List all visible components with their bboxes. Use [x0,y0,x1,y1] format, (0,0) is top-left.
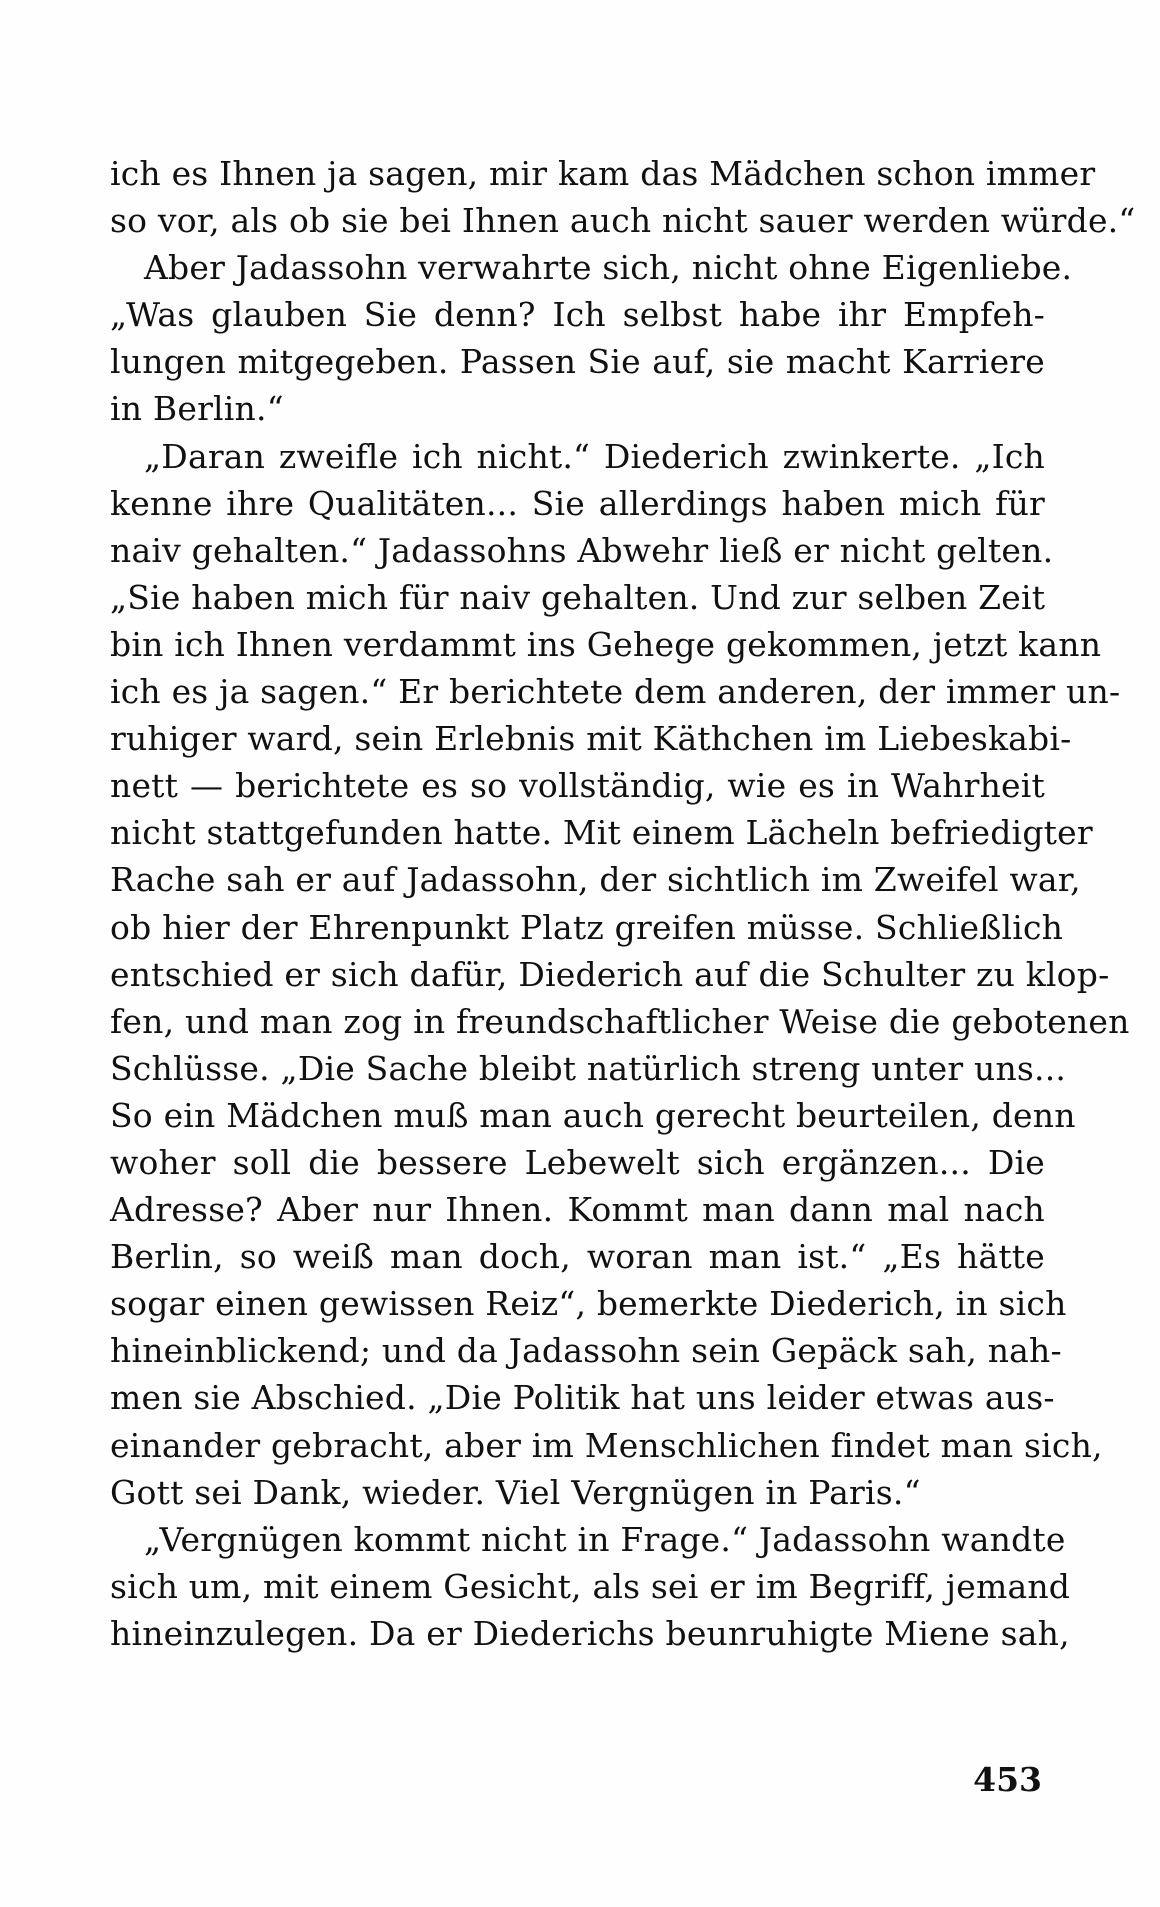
text-line: sich um, mit einem Gesicht, als sei er im Begriff, jemand [110,1566,1071,1606]
text-line: kenne ihre Qualitäten... Sie allerdings haben mich für [110,483,1045,523]
text-line: ich es Ihnen ja sagen, mir kam das Mädchen schon immer [110,154,1096,193]
text-line: men sie Abschied. „Die Politik hat uns leider etwas aus- [110,1378,1055,1418]
text-line: fen, und man zog in freundschaftlicher Weise die gebotenen [110,1001,1130,1041]
text-line: Berlin, so weiß man doch, woran man ist.“ „Es hätte [110,1237,1045,1277]
text-line: „Daran zweifle ich nicht.“ Diederich zwinkerte. „Ich [144,436,1045,476]
text-line: woher soll die bessere Lebewelt sich ergänzen... Die [110,1142,1045,1182]
text-line: So ein Mädchen muß man auch gerecht beurteilen, denn [110,1095,1076,1135]
text-line: Schlüsse. „Die Sache bleibt natürlich streng unter uns... [110,1048,1067,1088]
text-line: Aber Jadassohn verwahrte sich, nicht ohne Eigenliebe. [144,248,1073,288]
text-line: „Was glauben Sie denn? Ich selbst habe ihr Empfeh- [110,295,1045,335]
text-line: „Sie haben mich für naiv gehalten. Und zur selben Zeit [110,577,1046,617]
text-line: nett — berichtete es so vollständig, wie es in Wahrheit [110,766,1045,806]
text-line: Adresse? Aber nur Ihnen. Kommt man dann mal nach [110,1190,1045,1230]
text-line: ob hier der Ehrenpunkt Platz greifen müsse. Schließlich [110,907,1064,947]
text-line: ich es ja sagen.“ Er berichtete dem anderen, der immer un- [110,672,1121,712]
page-number: 453 [973,1760,1042,1799]
text-line: „Vergnügen kommt nicht in Frage.“ Jadassohn wandte [144,1519,1066,1559]
text-line: entschied er sich dafür, Diederich auf die Schulter zu klop- [110,954,1110,994]
text-line: hineinzulegen. Da er Diederichs beunruhigte Miene sah, [110,1613,1070,1653]
text-line: sogar einen gewissen Reiz“, bemerkte Diederich, in sich [110,1284,1067,1324]
text-line: Rache sah er auf Jadassohn, der sichtlich im Zweifel war, [110,860,1081,900]
text-line: bin ich Ihnen verdammt ins Gehege gekommen, jetzt kann [110,624,1102,664]
text-line: naiv gehalten.“ Jadassohns Abwehr ließ er nicht gelten. [110,530,1054,570]
text-line: nicht stattgefunden hatte. Mit einem Lächeln befriedigter [110,813,1093,853]
body-text [110,150,1136,1657]
text-line: einander gebracht, aber im Menschlichen findet man sich, [110,1425,1103,1465]
text-line: so vor, als ob sie bei Ihnen auch nicht sauer werden würde.“ [110,201,1136,241]
text-line: lungen mitgegeben. Passen Sie auf, sie macht Karriere [110,342,1045,382]
text-line: hineinblickend; und da Jadassohn sein Gepäck sah, nah- [110,1331,1062,1371]
text-line: Gott sei Dank, wieder. Viel Vergnügen in Paris.“ [110,1472,921,1512]
text-line: ruhiger ward, sein Erlebnis mit Käthchen im Liebeskabi- [110,719,1072,759]
text-line: in Berlin.“ [110,389,284,429]
